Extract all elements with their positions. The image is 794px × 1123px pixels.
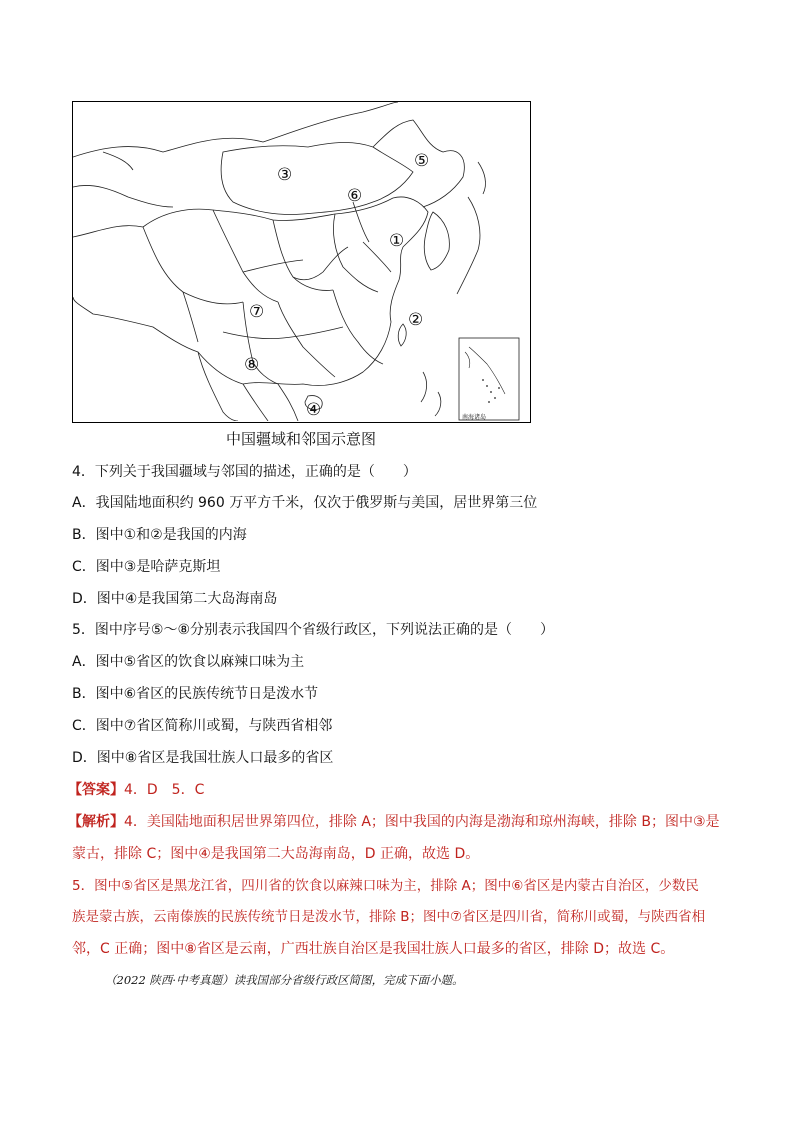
question-4-option-d: D．图中④是我国第二大岛海南岛 [72, 591, 278, 607]
map-marker-8: ⑧ [244, 355, 260, 375]
question-5-option-b: B．图中⑥省区的民族传统节日是泼水节 [72, 686, 319, 702]
question-4-option-b: B．图中①和②是我国的内海 [72, 527, 247, 543]
question-5-option-c: C．图中⑦省区简称川或蜀，与陕西省相邻 [72, 718, 333, 734]
answer-line [68, 780, 204, 800]
analysis-line-1 [68, 812, 720, 832]
analysis-text-1: 4．美国陆地面积居世界第四位，排除 A；图中我国的内海是渤海和琼州海峡，排除 B；图中③是 [124, 814, 720, 830]
china-territory-map [72, 101, 531, 423]
source-note: （2022 陕西·中考真题）读我国部分省级行政区简图，完成下面小题。 [105, 973, 464, 987]
question-4-option-a: A．我国陆地面积约 960 万平方千米，仅次于俄罗斯与美国，居世界第三位 [72, 495, 538, 511]
map-marker-7: ⑦ [249, 302, 265, 322]
analysis-line-2: 蒙古，排除 C；图中④是我国第二大岛海南岛，D 正确，故选 D。 [72, 846, 480, 862]
inset-label: 南海诸岛 [462, 414, 487, 421]
question-4-stem: 4．下列关于我国疆域与邻国的描述，正确的是（ ） [72, 464, 417, 480]
analysis-line-4: 族是蒙古族，云南傣族的民族传统节日是泼水节，排除 B；图中⑦省区是四川省，简称川或蜀，与陕西省相 [72, 909, 706, 925]
answer-label: 【答案】 [68, 782, 124, 798]
map-marker-1: ① [389, 231, 405, 251]
question-4-option-c: C．图中③是哈萨克斯坦 [72, 559, 221, 575]
map-marker-6: ⑥ [347, 186, 363, 206]
map-drawing [73, 102, 529, 421]
answer-text: 4．D 5．C [124, 782, 205, 798]
question-5-option-d: D．图中⑧省区是我国壮族人口最多的省区 [72, 750, 334, 766]
question-5-stem: 5．图中序号⑤～⑧分别表示我国四个省级行政区，下列说法正确的是（ ） [72, 622, 555, 638]
analysis-label: 【解析】 [68, 814, 124, 830]
map-marker-5: ⑤ [414, 151, 430, 171]
map-marker-4: ④ [306, 400, 322, 420]
map-marker-2: ② [408, 310, 424, 330]
analysis-line-3: 5．图中⑤省区是黑龙江省，四川省的饮食以麻辣口味为主，排除 A；图中⑥省区是内蒙古自治区，少数民 [72, 878, 699, 894]
map-marker-3: ③ [277, 165, 293, 185]
map-caption: 中国疆域和邻国示意图 [225, 430, 376, 448]
question-5-option-a: A．图中⑤省区的饮食以麻辣口味为主 [72, 654, 305, 670]
analysis-line-5: 邻，C 正确；图中⑧省区是云南，广西壮族自治区是我国壮族人口最多的省区，排除 D；故选 C。 [72, 941, 675, 957]
